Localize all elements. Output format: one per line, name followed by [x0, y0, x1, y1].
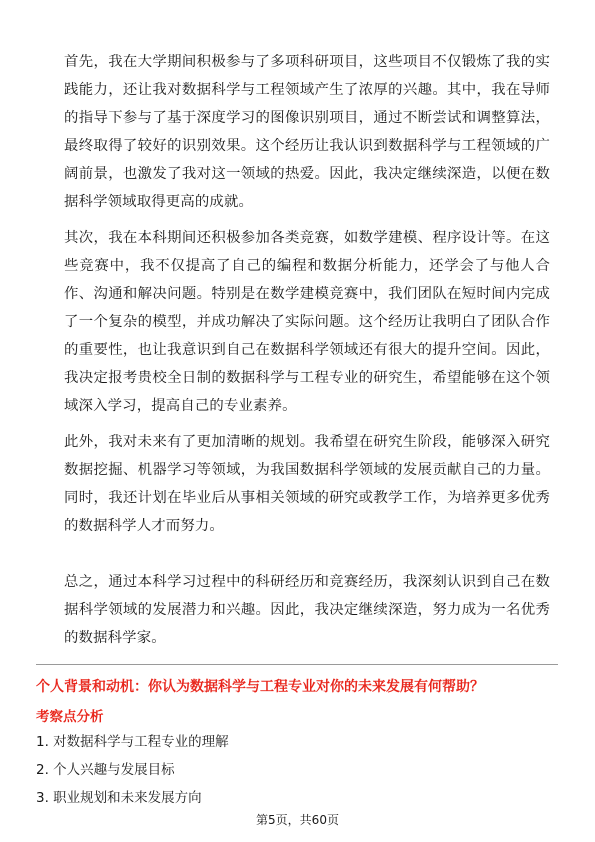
question-heading: 个人背景和动机：你认为数据科学与工程专业对你的未来发展有何帮助？ — [36, 679, 484, 695]
paragraph-first: 首先，我在大学期间积极参与了多项科研项目，这些项目不仅锻炼了我的实践能力，还让我对数据科学与工程领域产生了浓厚的兴趣。其中，我在导师的指导下参与了基于深度学习的图像识别项目，通过不断尝试和调整算法，最终取得了较好的识别效果。这个经历让我认识到数据科学与工程领域的广阔前景，也激发了我对这一领域的热爱。因此，我决定继续深造，以便在数据科学领域取得更高的成就。 — [64, 54, 550, 210]
paragraph-second: 其次，我在本科期间还积极参加各类竞赛，如数学建模、程序设计等。在这些竞赛中，我不仅提高了自己的编程和数据分析能力，还学会了与他人合作、沟通和解决问题。特别是在数学建模竞赛中，我们团队在短时间内完成了一个复杂的模型，并成功解决了实际问题。这个经历让我明白了团队合作的重要性，也让我意识到自己在数据科学领域还有很大的提升空间。因此，我决定报考贵校全日制的数据科学与工程专业的研究生，希望能够在这个领域深入学习，提高自己的专业素养。 — [64, 230, 550, 414]
page-number: 第5页，共60页 — [256, 813, 339, 827]
analysis-point: 1. 对数据科学与工程专业的理解 — [36, 734, 229, 750]
paragraph-fourth: 总之，通过本科学习过程中的科研经历和竞赛经历，我深刻认识到自己在数据科学领域的发展潜力和兴趣。因此，我决定继续深造，努力成为一名优秀的数据科学家。 — [64, 574, 550, 646]
paragraph-third: 此外，我对未来有了更加清晰的规划。我希望在研究生阶段，能够深入研究数据挖掘、机器学习等领域，为我国数据科学领域的发展贡献自己的力量。同时，我还计划在毕业后从事相关领域的研究或教学工作，为培养更多优秀的数据科学人才而努力。 — [64, 434, 550, 534]
analysis-points-list — [36, 732, 229, 816]
analysis-point: 2. 个人兴趣与发展目标 — [36, 762, 175, 778]
analysis-point: 3. 职业规划和未来发展方向 — [36, 790, 202, 806]
section-divider — [36, 664, 558, 665]
analysis-title: 考察点分析 — [36, 709, 104, 725]
